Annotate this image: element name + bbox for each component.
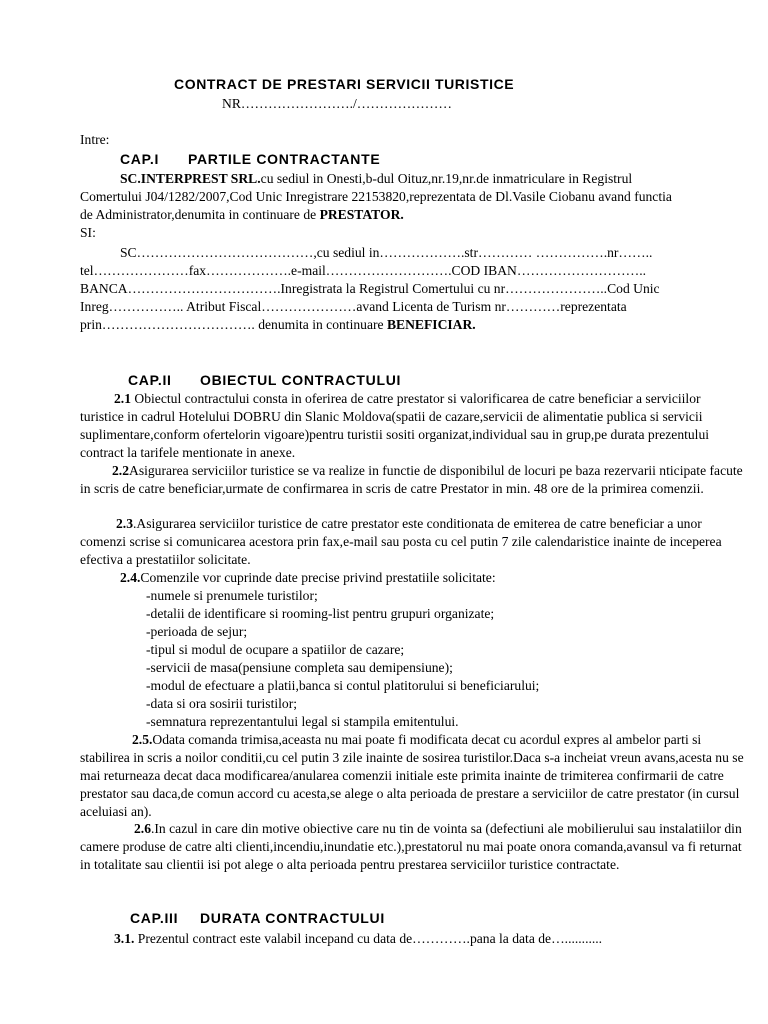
list-item: -data si ora sosirii turistilor; [146,696,298,711]
clause-2-1-text: Obiectul contractului consta in oferirea de catre prestator si valorificarea de catre beneficiar a serviciilor turistice in cadrul Hotelului DOBRU din Slanic Moldova(spatii de cazare,servicii de alimentatie publica si servicii suplimentare,conform ofertelorin vigoare)pentru turistii sositi organizat,individual sau in grup,pe durata prezentului contract la tarifele mentionate in anexe. [80,391,710,460]
clause-2-2-text: Asigurarea serviciilor turistice se va realize in functie de disponibilul de locuri pe baza rezervarii nticipate facute in scris de catre beneficiar,urmate de confirmarea in scris de catre Prestator in min. 48 ore de la primirea comenzii. [80,463,743,496]
chapter-3-heading [130,909,385,927]
list-item: -modul de efectuare a platii,banca si contul platitorului si beneficiarului; [146,678,540,693]
chapter-1-number: CAP.I [120,151,160,167]
intro-text: Intre: [80,132,110,147]
prestator-line-3-text: de Administrator,denumita in continuare de [80,207,320,222]
list-item: -servicii de masa(pensiune completa sau demipensiune); [146,660,453,675]
list-item: -tipul si modul de ocupare a spatiilor de cazare; [146,642,405,657]
prestator-address: cu sediul in Onesti,b-dul Oituz,nr.19,nr.de inmatriculare in Registrul [260,171,633,186]
beneficiar-line-5-text: prin……………………………. denumita in continuare [80,317,387,332]
beneficiar-role: BENEFICIAR. [386,317,476,332]
chapter-2-number: CAP.II [128,372,172,388]
clause-2-4-number: 2.4. [120,570,141,585]
chapter-2-heading [128,371,401,389]
clause-2-6 [80,820,745,874]
clause-2-3 [80,515,745,569]
chapter-1-heading [120,150,380,168]
list-item: -detalii de identificare si rooming-list pentru grupuri organizate; [146,606,495,621]
clause-2-4-text: Comenzile vor cuprinde date precise privind prestatiile solicitate: [140,570,496,585]
prestator-line-2: Comertului J04/1282/2007,Cod Unic Inregistrare 22153820,reprezentata de Dl.Vasile Ciobanu avand functia [80,189,672,204]
clause-2-5-number: 2.5. [132,732,153,747]
beneficiar-line-4: Inreg…………….. Atribut Fiscal…………………avand Licenta de Turism nr…………reprezentata [80,299,627,314]
clause-2-3-text: .Asigurarea serviciilor turistice de catre prestator este conditionata de emiterea de catre beneficiar a unor comenzi scrise si comunicarea acestora prin fax,e-mail sau posta cu cel putin 7 zile calendaristice inainte de inceperea efectiva a prestatiilor solicitate. [80,516,722,567]
prestator-role: PRESTATOR. [319,207,404,222]
chapter-3-title: DURATA CONTRACTULUI [200,910,385,926]
list-item: -perioada de sejur; [146,624,248,639]
clause-2-2 [80,462,745,498]
list-item: -numele si prenumele turistilor; [146,588,318,603]
prestator-line-3 [80,206,404,224]
beneficiar-line-5 [80,316,476,334]
clause-3-1-text: Prezentul contract este valabil incepand cu data de………….pana la data de…........... [134,931,603,946]
clause-2-3-number: 2.3 [116,516,133,531]
beneficiar-line-2: tel…………………fax……………….e-mail……………………….COD IBAN……………………….. [80,263,646,278]
list-item: -semnatura reprezentantului legal si stampila emitentului. [146,714,459,729]
contract-number-line: NR……………………./………………… [222,96,452,111]
clause-3-1-number: 3.1. [114,931,135,946]
clause-2-4 [120,569,496,587]
prestator-line-1 [120,170,632,188]
chapter-1-title: PARTILE CONTRACTANTE [188,151,381,167]
chapter-3-number: CAP.III [130,910,179,926]
prestator-company: SC.INTERPREST SRL. [120,171,261,186]
beneficiar-line-1: SC…………………………………,cu sediul in……………….str………… …………….nr…….. [120,245,653,260]
clause-2-5-text: Odata comanda trimisa,aceasta nu mai poate fi modificata decat cu acordul expres al ambelor parti si stabilirea in scris a noilor conditii,cu cel putin 3 zile inainte de sosirea turistilor.Daca s-a incheiat vreun avans,acesta nu se mai returneaza decat daca modificarea/anularea comenzii initiale este primita inainte de trimiterea confirmarii de catre prestator sau daca,de comun accord cu acesta,se alege o alta perioada de prestare a serviciilor de catre prestator (in cursul aceluiasi an). [80,732,744,819]
clause-2-6-text: .In cazul in care din motive obiective care nu tin de vointa sa (defectiuni ale mobilierului sau instalatiilor din camere produse de catre alti clienti,incendiu,inundatie etc.),prestatorul nu mai poate onora comanda,avansul va fi returnat in totalitate sau clientii isi pot alege o alta perioada pentru prestarea serviciilor turistice contractate. [80,821,742,872]
clause-2-2-number: 2.2 [112,463,129,478]
clause-2-1-number: 2.1 [114,391,131,406]
si-text: SI: [80,225,96,240]
clause-2-1 [80,390,745,462]
beneficiar-line-3: BANCA…………………………….Inregistrata la Registrul Comertului cu nr…………………..Cod Unic [80,281,660,296]
chapter-2-title: OBIECTUL CONTRACTULUI [200,372,402,388]
clause-2-6-number: 2.6 [134,821,151,836]
clause-3-1 [114,930,602,948]
clause-2-5 [80,731,745,821]
contract-title: CONTRACT DE PRESTARI SERVICII TURISTICE [174,76,515,92]
